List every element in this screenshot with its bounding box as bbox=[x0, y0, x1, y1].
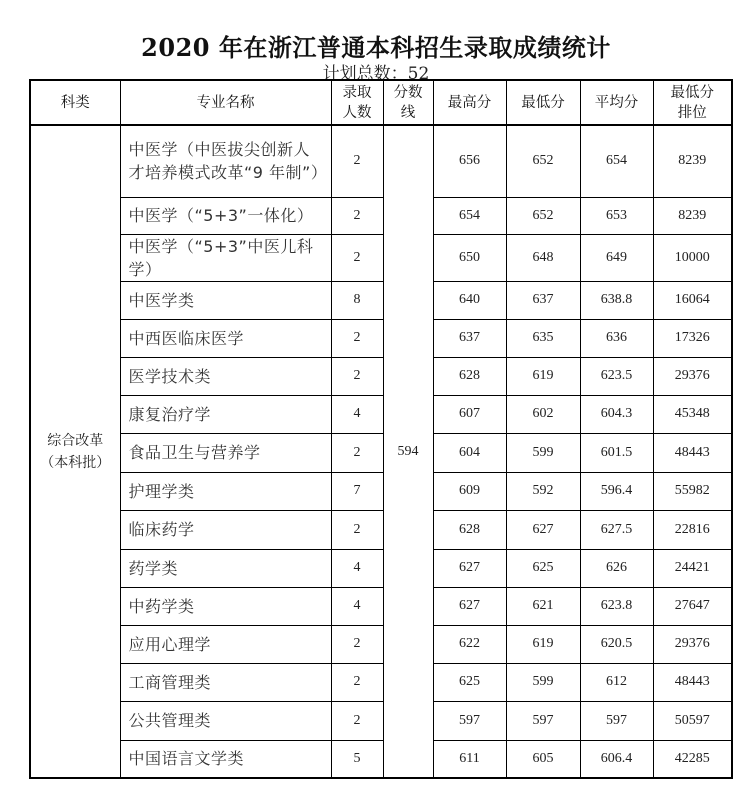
max-score: 611 bbox=[433, 740, 506, 778]
table-row bbox=[30, 319, 732, 357]
max-score: 627 bbox=[433, 587, 506, 625]
min-score-rank: 55982 bbox=[653, 472, 732, 510]
max-score: 597 bbox=[433, 701, 506, 740]
max-score: 656 bbox=[433, 125, 506, 197]
avg-score: 596.4 bbox=[580, 472, 653, 510]
table-row bbox=[30, 510, 732, 549]
table-row bbox=[30, 587, 732, 625]
avg-score: 623.8 bbox=[580, 587, 653, 625]
min-score-rank: 22816 bbox=[653, 510, 732, 549]
avg-score: 601.5 bbox=[580, 433, 653, 472]
min-score: 597 bbox=[506, 701, 580, 740]
admitted-count: 2 bbox=[331, 197, 383, 234]
major-name: 中医学（“5+3”一体化） bbox=[120, 197, 331, 234]
min-score-rank: 10000 bbox=[653, 234, 732, 281]
admitted-count: 2 bbox=[331, 510, 383, 549]
table-row bbox=[30, 663, 732, 701]
min-score-rank: 29376 bbox=[653, 357, 732, 395]
min-score: 627 bbox=[506, 510, 580, 549]
min-score-rank: 42285 bbox=[653, 740, 732, 778]
min-score: 602 bbox=[506, 395, 580, 433]
major-name: 食品卫生与营养学 bbox=[120, 433, 331, 472]
table-row bbox=[30, 395, 732, 433]
major-name: 临床药学 bbox=[120, 510, 331, 549]
table-row bbox=[30, 197, 732, 234]
score-line-cell: 594 bbox=[383, 125, 433, 778]
major-name: 应用心理学 bbox=[120, 625, 331, 663]
min-score-rank: 50597 bbox=[653, 701, 732, 740]
major-name: 中医学类 bbox=[120, 281, 331, 319]
min-score-rank: 24421 bbox=[653, 549, 732, 587]
avg-score: 612 bbox=[580, 663, 653, 701]
category-cell: 综合改革（本科批） bbox=[30, 125, 120, 778]
admitted-count: 2 bbox=[331, 663, 383, 701]
major-name: 护理学类 bbox=[120, 472, 331, 510]
avg-score: 654 bbox=[580, 125, 653, 197]
min-score-rank: 17326 bbox=[653, 319, 732, 357]
admitted-count: 2 bbox=[331, 125, 383, 197]
table-row bbox=[30, 472, 732, 510]
min-score-rank: 45348 bbox=[653, 395, 732, 433]
header-admitted: 录取人数 bbox=[331, 80, 383, 125]
header-min: 最低分 bbox=[506, 80, 580, 125]
min-score-rank: 27647 bbox=[653, 587, 732, 625]
avg-score: 606.4 bbox=[580, 740, 653, 778]
max-score: 627 bbox=[433, 549, 506, 587]
min-score: 637 bbox=[506, 281, 580, 319]
min-score-rank: 8239 bbox=[653, 197, 732, 234]
header-rank: 最低分排位 bbox=[653, 80, 732, 125]
min-score: 605 bbox=[506, 740, 580, 778]
header-row bbox=[30, 80, 732, 125]
min-score: 592 bbox=[506, 472, 580, 510]
header-score-line: 分数线 bbox=[383, 80, 433, 125]
avg-score: 636 bbox=[580, 319, 653, 357]
avg-score: 649 bbox=[580, 234, 653, 281]
header-max: 最高分 bbox=[433, 80, 506, 125]
avg-score: 604.3 bbox=[580, 395, 653, 433]
major-name: 医学技术类 bbox=[120, 357, 331, 395]
min-score: 652 bbox=[506, 125, 580, 197]
plan-total: 计划总数：52 bbox=[322, 64, 430, 84]
min-score: 652 bbox=[506, 197, 580, 234]
max-score: 654 bbox=[433, 197, 506, 234]
max-score: 628 bbox=[433, 357, 506, 395]
min-score: 619 bbox=[506, 357, 580, 395]
min-score: 621 bbox=[506, 587, 580, 625]
admitted-count: 2 bbox=[331, 357, 383, 395]
header-avg: 平均分 bbox=[580, 80, 653, 125]
max-score: 607 bbox=[433, 395, 506, 433]
min-score-rank: 8239 bbox=[653, 125, 732, 197]
min-score-rank: 16064 bbox=[653, 281, 732, 319]
max-score: 650 bbox=[433, 234, 506, 281]
admitted-count: 2 bbox=[331, 625, 383, 663]
major-name: 中医学（中医拔尖创新人才培养模式改革“9 年制”） bbox=[120, 125, 331, 197]
table-row bbox=[30, 740, 732, 778]
min-score: 648 bbox=[506, 234, 580, 281]
major-name: 药学类 bbox=[120, 549, 331, 587]
admission-scores-table bbox=[29, 79, 733, 779]
table-row bbox=[30, 234, 732, 281]
max-score: 640 bbox=[433, 281, 506, 319]
min-score: 599 bbox=[506, 433, 580, 472]
admitted-count: 7 bbox=[331, 472, 383, 510]
admitted-count: 8 bbox=[331, 281, 383, 319]
major-name: 工商管理类 bbox=[120, 663, 331, 701]
table-row bbox=[30, 125, 732, 197]
avg-score: 653 bbox=[580, 197, 653, 234]
min-score: 619 bbox=[506, 625, 580, 663]
table-row bbox=[30, 357, 732, 395]
table-row bbox=[30, 549, 732, 587]
table-row bbox=[30, 281, 732, 319]
major-name: 中西医临床医学 bbox=[120, 319, 331, 357]
admitted-count: 2 bbox=[331, 701, 383, 740]
avg-score: 626 bbox=[580, 549, 653, 587]
min-score-rank: 48443 bbox=[653, 433, 732, 472]
admitted-count: 4 bbox=[331, 587, 383, 625]
admitted-count: 2 bbox=[331, 433, 383, 472]
avg-score: 627.5 bbox=[580, 510, 653, 549]
max-score: 609 bbox=[433, 472, 506, 510]
major-name: 中国语言文学类 bbox=[120, 740, 331, 778]
major-name: 康复治疗学 bbox=[120, 395, 331, 433]
max-score: 622 bbox=[433, 625, 506, 663]
table-row bbox=[30, 701, 732, 740]
header-category: 科类 bbox=[30, 80, 120, 125]
max-score: 625 bbox=[433, 663, 506, 701]
table-row bbox=[30, 625, 732, 663]
min-score-rank: 29376 bbox=[653, 625, 732, 663]
admitted-count: 2 bbox=[331, 234, 383, 281]
major-name: 中医学（“5+3”中医儿科学） bbox=[120, 234, 331, 281]
avg-score: 597 bbox=[580, 701, 653, 740]
major-name: 公共管理类 bbox=[120, 701, 331, 740]
major-name: 中药学类 bbox=[120, 587, 331, 625]
avg-score: 623.5 bbox=[580, 357, 653, 395]
avg-score: 638.8 bbox=[580, 281, 653, 319]
admitted-count: 2 bbox=[331, 319, 383, 357]
admitted-count: 4 bbox=[331, 395, 383, 433]
admitted-count: 5 bbox=[331, 740, 383, 778]
min-score: 599 bbox=[506, 663, 580, 701]
max-score: 604 bbox=[433, 433, 506, 472]
table-row bbox=[30, 433, 732, 472]
admitted-count: 4 bbox=[331, 549, 383, 587]
header-major: 专业名称 bbox=[120, 80, 331, 125]
min-score: 625 bbox=[506, 549, 580, 587]
page-title: 2020 年在浙江普通本科招生录取成绩统计 bbox=[141, 33, 611, 62]
max-score: 637 bbox=[433, 319, 506, 357]
avg-score: 620.5 bbox=[580, 625, 653, 663]
min-score: 635 bbox=[506, 319, 580, 357]
max-score: 628 bbox=[433, 510, 506, 549]
min-score-rank: 48443 bbox=[653, 663, 732, 701]
